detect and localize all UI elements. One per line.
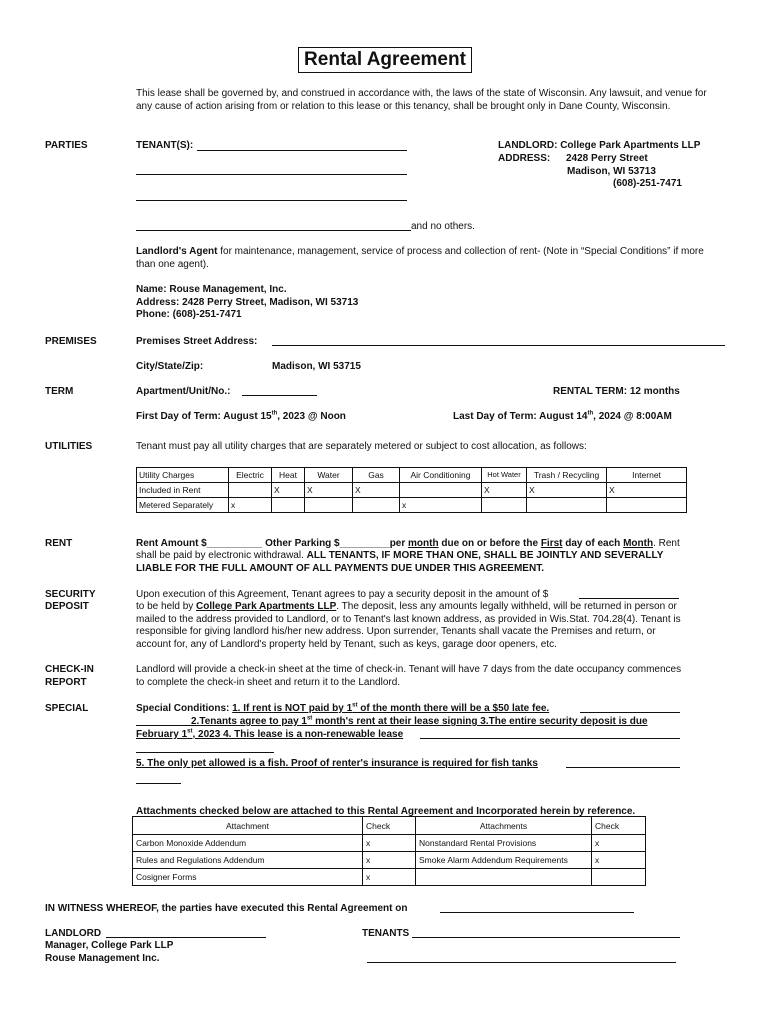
agent-name: Name: Rouse Management, Inc. xyxy=(136,284,287,295)
governing-law-paragraph: This lease shall be governed by, and construed in accordance with, the laws of the state of Wisconsin. Any lawsuit, and venue for any cause of action arising from or relation to this lease or this tenancy, shall be brought only in Dane County, Wisconsin. xyxy=(136,88,707,112)
table-header-cell: Attachment xyxy=(133,817,363,835)
rent-line-2: shall be paid by electronic withdrawal. ALL TENANTS, IF MORE THAN ONE, SHALL BE JOINTLY AND SEVERALLY xyxy=(136,550,664,561)
security-label: SECURITY xyxy=(45,589,96,600)
tenant-name-line-3[interactable] xyxy=(136,200,407,201)
table-header-cell: Check xyxy=(363,817,416,835)
table-cell[interactable] xyxy=(305,498,353,513)
table-cell[interactable]: x xyxy=(363,869,416,886)
checkin-line-1: Landlord will provide a check-in sheet at the time of check-in. Tenant will have 7 days from the date occupancy commences xyxy=(136,664,682,675)
table-row xyxy=(137,468,687,483)
parties-label: PARTIES xyxy=(45,140,88,151)
special-line-1-fill xyxy=(580,712,680,713)
first-day-of-term: First Day of Term: August 15th, 2023 @ Noon xyxy=(136,410,346,422)
landlord-agent-text: for maintenance, management, service of process and collection of rent- (Note in “Special Conditions” if more than one agent). xyxy=(136,246,704,270)
security-amount-line[interactable] xyxy=(579,598,679,599)
landlord-signature-label: LANDLORD xyxy=(45,928,102,939)
table-cell: Nonstandard Rental Provisions xyxy=(416,835,592,852)
tenant-name-line-1[interactable] xyxy=(197,150,407,151)
table-header-cell: Attachments xyxy=(416,817,592,835)
tenant-label: TENANT(S): xyxy=(136,140,194,151)
table-cell[interactable]: X xyxy=(527,483,607,498)
table-row xyxy=(133,835,646,852)
table-row xyxy=(133,852,646,869)
table-row xyxy=(133,869,646,886)
landlord-agent-label: Landlord's Agent xyxy=(136,246,218,257)
table-header-cell: Water xyxy=(305,468,353,483)
table-cell[interactable] xyxy=(527,498,607,513)
special-conditions-line-5: 5. The only pet allowed is a fish. Proof of renter's insurance is required for fish tanks xyxy=(136,758,538,769)
special-line-3-fill xyxy=(420,738,680,739)
security-line-4: responsible for giving landlord his/her new address. Upon surrender, Tenants shall vacate the Premises and return, or xyxy=(136,626,656,637)
special-line-2-lead xyxy=(136,725,191,726)
tenant-name-line-4[interactable] xyxy=(136,230,411,231)
landlord-name: LANDLORD: College Park Apartments LLP xyxy=(498,140,701,151)
landlord-address-label: ADDRESS: xyxy=(498,153,551,164)
table-row xyxy=(137,483,687,498)
table-cell[interactable]: X xyxy=(272,483,305,498)
table-cell: Cosigner Forms xyxy=(133,869,363,886)
witness-statement: IN WITNESS WHEREOF, the parties have executed this Rental Agreement on xyxy=(45,903,408,914)
attachments-heading: Attachments checked below are attached to this Rental Agreement and Incorporated herein by reference. xyxy=(136,806,636,817)
security-line-2: to be held by College Park Apartments LLP. The deposit, less any amounts legally withheld, will be returned in person or xyxy=(136,601,677,612)
table-cell[interactable]: x xyxy=(400,498,482,513)
table-cell[interactable] xyxy=(592,869,646,886)
tenants-signature-label: TENANTS xyxy=(362,928,410,939)
landlord-city: Madison, WI 53713 xyxy=(567,166,656,177)
special-conditions-line-3: February 1st, 2023 4. This lease is a non-renewable lease xyxy=(136,728,404,740)
table-row xyxy=(137,498,687,513)
table-cell: Carbon Monoxide Addendum xyxy=(133,835,363,852)
checkin-label: CHECK-IN xyxy=(45,664,94,675)
premises-label: PREMISES xyxy=(45,336,97,347)
premises-street-label: Premises Street Address: xyxy=(136,336,258,347)
special-conditions-line-1: Special Conditions: 1. If rent is NOT paid by 1st of the month there will be a $50 late fee. xyxy=(136,702,550,714)
table-header-cell: Air Conditioning xyxy=(400,468,482,483)
table-cell[interactable]: X xyxy=(482,483,527,498)
tenants-signature-line-2[interactable] xyxy=(367,962,676,963)
utilities-label: UTILITIES xyxy=(45,441,93,452)
rental-term: RENTAL TERM: 12 months xyxy=(553,386,680,397)
attachments-table xyxy=(132,816,646,886)
table-header-cell: Internet xyxy=(607,468,687,483)
premises-city-value: Madison, WI 53715 xyxy=(272,361,361,372)
deposit-label: DEPOSIT xyxy=(45,601,89,612)
premises-street-line[interactable] xyxy=(272,345,725,346)
table-header-cell: Heat xyxy=(272,468,305,483)
table-cell[interactable]: X xyxy=(353,483,400,498)
landlord-signature-line[interactable] xyxy=(106,937,266,938)
table-cell: Metered Separately xyxy=(137,498,229,513)
table-cell[interactable] xyxy=(229,483,272,498)
tenants-signature-line-1[interactable] xyxy=(412,937,680,938)
premises-city-label: City/State/Zip: xyxy=(136,361,204,372)
table-cell[interactable]: x xyxy=(229,498,272,513)
security-line-1: Upon execution of this Agreement, Tenant agrees to pay a security deposit in the amount of $ xyxy=(136,589,549,600)
table-cell[interactable]: x xyxy=(592,835,646,852)
table-row xyxy=(133,817,646,835)
special-blank-line[interactable] xyxy=(136,752,274,753)
landlord-agent-paragraph xyxy=(136,245,721,271)
document-title: Rental Agreement xyxy=(298,47,472,73)
utilities-table xyxy=(136,467,687,513)
unit-line[interactable] xyxy=(242,395,317,396)
table-header-cell: Hot Water xyxy=(482,468,527,483)
table-cell: Included in Rent xyxy=(137,483,229,498)
landlord-street: 2428 Perry Street xyxy=(566,153,648,164)
special-line-6 xyxy=(136,783,181,784)
landlord-company: Rouse Management Inc. xyxy=(45,953,160,964)
table-header-cell: Electric xyxy=(229,468,272,483)
utilities-text: Tenant must pay all utility charges that are separately metered or subject to cost allocation, as follows: xyxy=(136,441,587,452)
table-cell[interactable]: X xyxy=(607,483,687,498)
table-header-cell: Utility Charges xyxy=(137,468,229,483)
agent-phone: Phone: (608)-251-7471 xyxy=(136,309,242,320)
landlord-manager: Manager, College Park LLP xyxy=(45,940,174,951)
table-header-cell: Gas xyxy=(353,468,400,483)
special-line-5-fill xyxy=(566,767,680,768)
table-cell[interactable] xyxy=(353,498,400,513)
table-cell[interactable]: x xyxy=(363,835,416,852)
table-cell: Rules and Regulations Addendum xyxy=(133,852,363,869)
table-header-cell: Trash / Recycling xyxy=(527,468,607,483)
rent-line-1: Rent Amount $__________ Other Parking $_________per month due on or before the First day of each Month. Rent xyxy=(136,538,680,549)
last-day-of-term: Last Day of Term: August 14th, 2024 @ 8:00AM xyxy=(453,410,672,422)
rent-label: RENT xyxy=(45,538,73,549)
table-cell[interactable]: x xyxy=(363,852,416,869)
table-cell[interactable]: x xyxy=(592,852,646,869)
table-cell: Smoke Alarm Addendum Requirements xyxy=(416,852,592,869)
special-conditions-line-2: 2.Tenants agree to pay 1st month's rent at their lease signing 3.The entire security deposit is due xyxy=(191,715,648,727)
table-header-cell: Check xyxy=(592,817,646,835)
agreement-date-line[interactable] xyxy=(440,912,634,913)
checkin-line-2: to complete the check-in sheet and return it to the Landlord. xyxy=(136,677,401,688)
special-label: SPECIAL xyxy=(45,703,89,714)
agent-address: Address: 2428 Perry Street, Madison, WI 53713 xyxy=(136,297,359,308)
report-label: REPORT xyxy=(45,677,87,688)
table-cell[interactable]: X xyxy=(305,483,353,498)
security-line-5: account for, any of Landlord's property held by Tenant, such as keys, garage door openers, etc. xyxy=(136,639,557,650)
and-no-others-text: and no others. xyxy=(411,221,475,232)
table-cell[interactable] xyxy=(607,498,687,513)
table-cell[interactable] xyxy=(272,498,305,513)
unit-label: Apartment/Unit/No.: xyxy=(136,386,231,397)
term-label: TERM xyxy=(45,386,74,397)
rent-line-3: LIABLE FOR THE FULL AMOUNT OF ALL PAYMENTS DUE UNDER THIS AGREEMENT. xyxy=(136,563,544,574)
security-line-3: mailed to the address provided to Landlord, or to Tenant's last known address, as provided in Wis.Stat. 704.28(4). Tenant is xyxy=(136,614,681,625)
tenant-name-line-2[interactable] xyxy=(136,174,407,175)
table-cell[interactable] xyxy=(482,498,527,513)
table-cell xyxy=(416,869,592,886)
landlord-phone: (608)-251-7471 xyxy=(613,178,682,189)
table-cell[interactable] xyxy=(400,483,482,498)
